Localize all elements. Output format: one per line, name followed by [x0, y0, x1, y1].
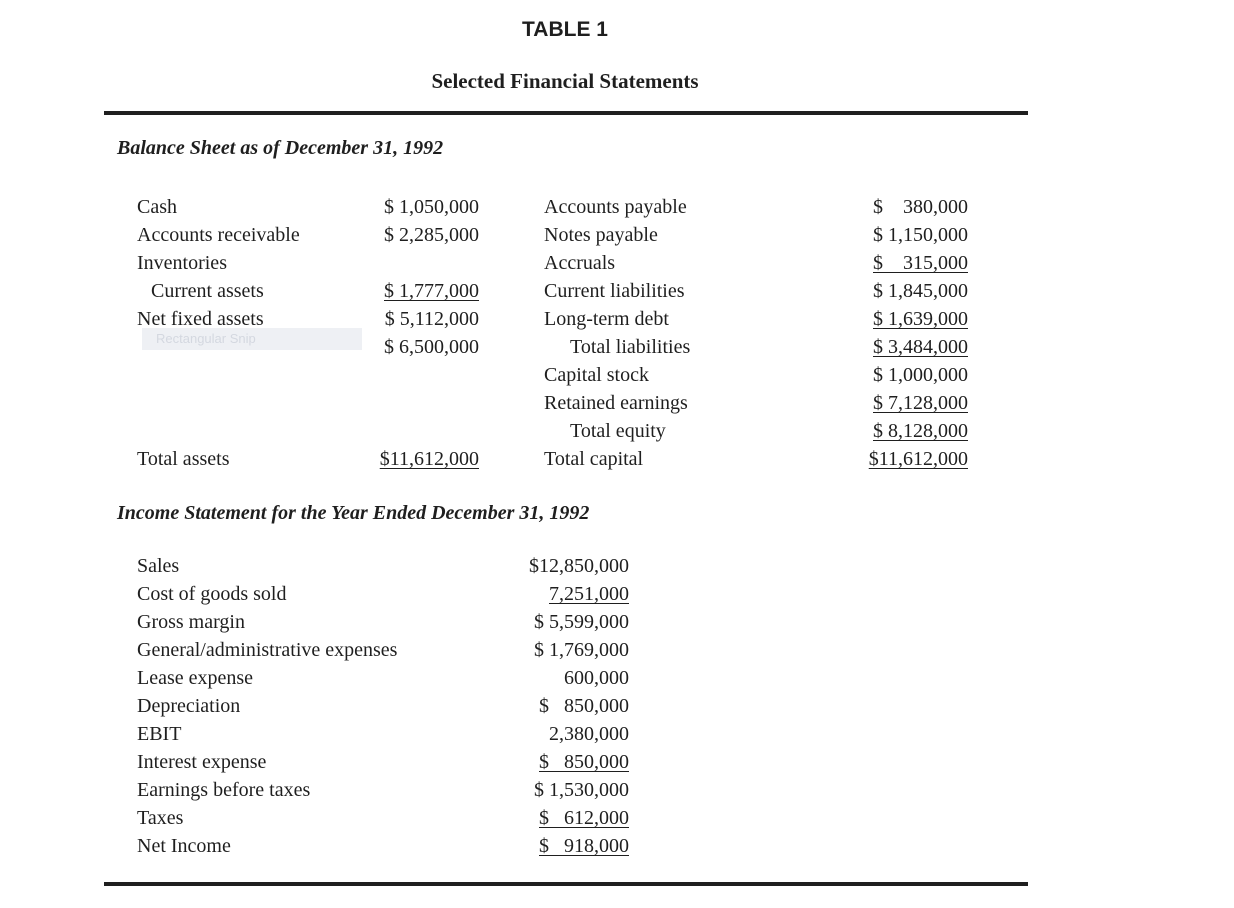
- bottom-rule: [104, 882, 1028, 886]
- is-value-lease: 600,000: [564, 667, 629, 689]
- table-label: TABLE 1: [522, 18, 608, 41]
- liab-value-retained: $ 7,128,000: [873, 392, 968, 414]
- asset-value-total: $11,612,000: [379, 448, 479, 470]
- asset-value-inventories: $ 1,777,000: [384, 280, 479, 302]
- page-title: Selected Financial Statements: [431, 69, 699, 93]
- is-label-ga: General/administrative expenses: [137, 639, 398, 661]
- liab-value-total-capital: $11,612,000: [868, 448, 968, 470]
- liab-value-current: $ 1,845,000: [873, 280, 968, 302]
- asset-label-total: Total assets: [137, 448, 230, 470]
- liab-label-total-capital: Total capital: [544, 448, 644, 470]
- is-label-depreciation: Depreciation: [137, 695, 241, 717]
- top-rule: [104, 111, 1028, 115]
- liab-label-total-liab: Total liabilities: [570, 336, 691, 358]
- liab-label-accruals: Accruals: [544, 252, 616, 274]
- liab-label-ap: Accounts payable: [544, 196, 687, 218]
- is-label-lease: Lease expense: [137, 667, 254, 689]
- liab-label-capital-stock: Capital stock: [544, 364, 649, 386]
- is-value-sales: $12,850,000: [529, 555, 629, 577]
- is-label-taxes: Taxes: [137, 807, 184, 829]
- is-label-net-income: Net Income: [137, 835, 231, 857]
- asset-value-net-fixed: $ 6,500,000: [384, 336, 479, 358]
- liab-value-total-liab: $ 3,484,000: [873, 336, 968, 358]
- is-value-ebt: $ 1,530,000: [534, 779, 629, 801]
- liab-label-retained: Retained earnings: [544, 392, 688, 414]
- asset-value-cash: $ 1,050,000: [384, 196, 479, 218]
- asset-label-cash: Cash: [137, 196, 177, 218]
- liab-value-ltd: $ 1,639,000: [873, 308, 968, 330]
- is-value-cogs: 7,251,000: [549, 583, 629, 605]
- is-value-interest: $ 850,000: [539, 751, 629, 773]
- is-label-ebt: Earnings before taxes: [137, 779, 311, 801]
- is-label-interest: Interest expense: [137, 751, 267, 773]
- income-statement-heading: Income Statement for the Year Ended December 31, 1992: [117, 502, 590, 524]
- asset-label-inventories: Inventories: [137, 252, 227, 274]
- liab-label-np: Notes payable: [544, 224, 658, 246]
- asset-label-net-fixed: Net fixed assets: [137, 308, 264, 330]
- is-value-ebit: 2,380,000: [549, 723, 629, 745]
- asset-label-current-assets: Current assets: [151, 280, 264, 302]
- is-label-ebit: EBIT: [137, 723, 182, 745]
- asset-value-current-assets: $ 5,112,000: [384, 308, 479, 330]
- is-value-ga: $ 1,769,000: [534, 639, 629, 661]
- is-label-sales: Sales: [137, 555, 180, 577]
- asset-label-receivables: Accounts receivable: [137, 224, 300, 246]
- liab-value-accruals: $ 315,000: [873, 252, 968, 274]
- liab-label-ltd: Long-term debt: [544, 308, 669, 330]
- is-label-gross-margin: Gross margin: [137, 611, 245, 633]
- liab-value-total-equity: $ 8,128,000: [873, 420, 968, 442]
- liab-label-current: Current liabilities: [544, 280, 685, 302]
- liab-value-np: $ 1,150,000: [873, 224, 968, 246]
- is-value-depreciation: $ 850,000: [539, 695, 629, 717]
- is-value-taxes: $ 612,000: [539, 807, 629, 829]
- is-label-cogs: Cost of goods sold: [137, 583, 287, 605]
- snip-overlay: Rectangular Snip: [142, 328, 362, 350]
- liab-value-capital-stock: $ 1,000,000: [873, 364, 968, 386]
- asset-value-receivables: $ 2,285,000: [384, 224, 479, 246]
- is-value-gross-margin: $ 5,599,000: [534, 611, 629, 633]
- liab-value-ap: $ 380,000: [873, 196, 968, 218]
- is-value-net-income: $ 918,000: [539, 835, 629, 857]
- liab-label-total-equity: Total equity: [570, 420, 666, 442]
- balance-sheet-heading: Balance Sheet as of December 31, 1992: [117, 137, 444, 159]
